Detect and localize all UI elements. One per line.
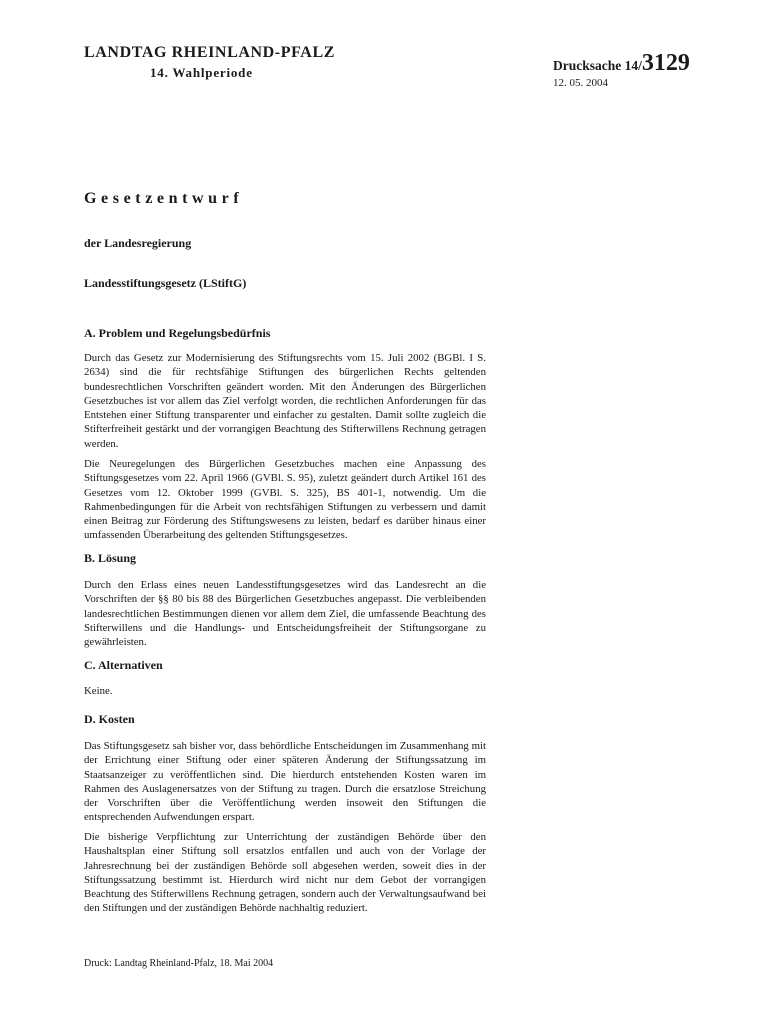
legislative-period: 14. Wahlperiode xyxy=(150,65,253,80)
document-author: der Landesregierung xyxy=(84,236,192,250)
parliament-name: LANDTAG RHEINLAND-PFALZ xyxy=(84,44,335,61)
section-d-paragraph-1: Das Stiftungsgesetz sah bisher vor, dass behördliche Entscheidungen im Zusammenhang mit der Errichtung einer Stiftung oder einer späteren Änderung der Stiftungssatzung im Staatsanzeiger zu veröffentlichen sind. Die hierdurch entstehenden Kosten waren im Rahmen des Auslagenersatzes von der Stiftung zu tragen. Durch die ersatzlose Streichung der Vorschriften über die Veröffentlichung werden insoweit den Stiftungen die entsprechenden Aufwendungen erspart. xyxy=(84,740,486,824)
section-d-paragraph-2: Die bisherige Verpflichtung zur Unterrichtung der zuständigen Behörde über den Haushaltsplan einer Stiftung soll ersatzlos entfallen und auch von der Vorlage der Jahresrechnung bei der zuständigen Behörde soll abgesehen werden, soweit dies in der Stiftungssatzung bestimmt ist. Hierdurch wird nicht nur dem Gebot der vorrangigen Beachtung des Stifterwillens Rechnung getragen, sondern auch der Verwaltungsaufwand bei den Stiftungen und der zuständigen Behörde nachhaltig reduziert. xyxy=(84,831,486,915)
section-c-paragraph-1: Keine. xyxy=(84,685,113,697)
drucksache-label: Drucksache 14/ xyxy=(553,58,642,73)
drucksache-number: 3129 xyxy=(641,50,690,76)
law-name: Landesstiftungsgesetz (LStiftG) xyxy=(84,276,247,290)
section-a-heading: A. Problem und Regelungsbedürfnis xyxy=(84,326,271,340)
document-title: Gesetzentwurf xyxy=(84,190,244,207)
print-footer: Druck: Landtag Rheinland-Pfalz, 18. Mai 2004 xyxy=(84,958,274,969)
section-b-paragraph-1: Durch den Erlass eines neuen Landesstiftungsgesetzes wird das Landesrecht an die Vorschriften der §§ 80 bis 88 des Bürgerlichen Gesetzbuches angepasst. Die verbleibenden landesrechtlichen Bestimmungen dienen vor allem dem Ziel, die umfassende Beachtung des Stifterwillens und die Handlungs- und Entscheidungsfreiheit der Stiftungsorgane zu gewährleisten. xyxy=(84,579,486,649)
section-a-paragraph-1: Durch das Gesetz zur Modernisierung des Stiftungsrechts vom 15. Juli 2002 (BGBl. I S. 2634) sind die für rechtsfähige Stiftungen des bürgerlichen Rechts geltenden bundesrechtlichen Vorschriften geändert worden. Mit den Änderungen des Bürgerlichen Gesetzbuches ist vor allem das Ziel verfolgt worden, die rechtlichen Anforderungen für das Entstehen einer Stiftung transparenter und einfacher zu gestalten. Damit sollte zugleich die Stifterfreiheit gestärkt und der vorrangigen Beachtung des Stifterwillens Rechnung getragen werden. xyxy=(84,352,486,450)
section-a-paragraph-2: Die Neuregelungen des Bürgerlichen Gesetzbuches machen eine Anpassung des Stiftungsgesetzes vom 22. April 1966 (GVBl. S. 95), zuletzt geändert durch Artikel 161 des Gesetzes vom 12. Oktober 1999 (GVBl. S. 325), BS 401-1, notwendig. Um die Rahmenbedingungen für die Arbeit von rechtsfähigen Stiftungen zu verbessern und damit einen Beitrag zur Förderung des Stiftungswesens zu leisten, bedarf es darüber hinaus einer umfassenden Überarbeitung des geltenden Stiftungsgesetzes. xyxy=(84,458,486,542)
section-d-heading: D. Kosten xyxy=(84,712,135,726)
section-b-heading: B. Lösung xyxy=(84,551,137,565)
drucksache-reference xyxy=(553,50,690,77)
section-c-heading: C. Alternativen xyxy=(84,658,163,672)
document-date: 12. 05. 2004 xyxy=(553,77,608,89)
